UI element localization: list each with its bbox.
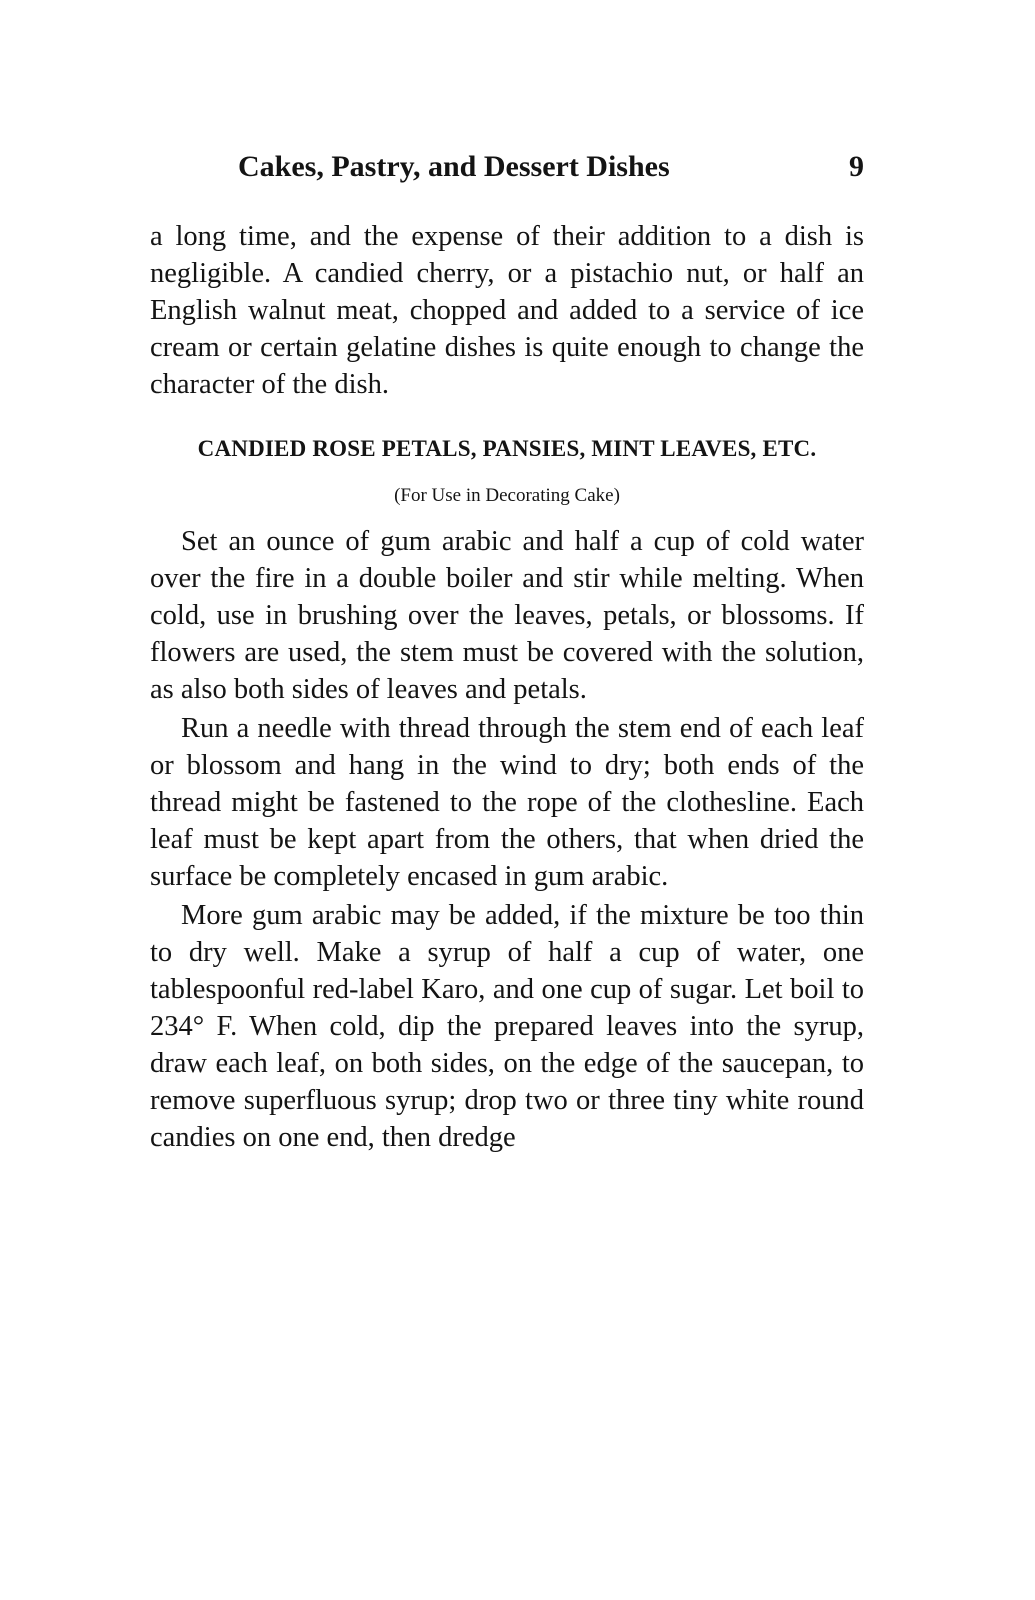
running-head-title: Cakes, Pastry, and Dessert Dishes [238, 150, 670, 183]
book-page [150, 150, 864, 1156]
recipe-heading: CANDIED ROSE PETALS, PANSIES, MINT LEAVES, ETC. [197, 436, 817, 461]
recipe-paragraph: More gum arabic may be added, if the mixture be too thin to dry well. Make a syrup of half a cup of water, one tablespoonful red-label Karo, and one cup of sugar. Let boil to 234° F. When cold, dip the prepared leaves into the syrup, draw each leaf, on both sides, on the edge of the saucepan, to remove superfluous syrup; drop two or three tiny white round candies on one end, then dredge [150, 900, 864, 1153]
recipe-paragraph: Set an ounce of gum arabic and half a cup of cold water over the fire in a double boiler and stir while melting. When cold, use in brushing over the leaves, petals, or blossoms. If flowers are used, the stem must be covered with the solution, as also both sides of leaves and petals. [150, 526, 864, 705]
recipe-subheading: (For Use in Decorating Cake) [394, 485, 620, 506]
page-number: 9 [849, 150, 864, 183]
intro-paragraph: a long time, and the expense of their addition to a dish is negligible. A candied cherry, or a pistachio nut, or half an English walnut meat, chopped and added to a service of ice cream or certain gelatine dishes is quite enough to change the character of the dish. [150, 221, 864, 400]
running-head [150, 150, 864, 196]
recipe-paragraph: Run a needle with thread through the stem end of each leaf or blossom and hang in the wind to dry; both ends of the thread might be fastened to the rope of the clothesline. Each leaf must be kept apart from the others, that when dried the surface be completely encased in gum arabic. [150, 713, 864, 892]
